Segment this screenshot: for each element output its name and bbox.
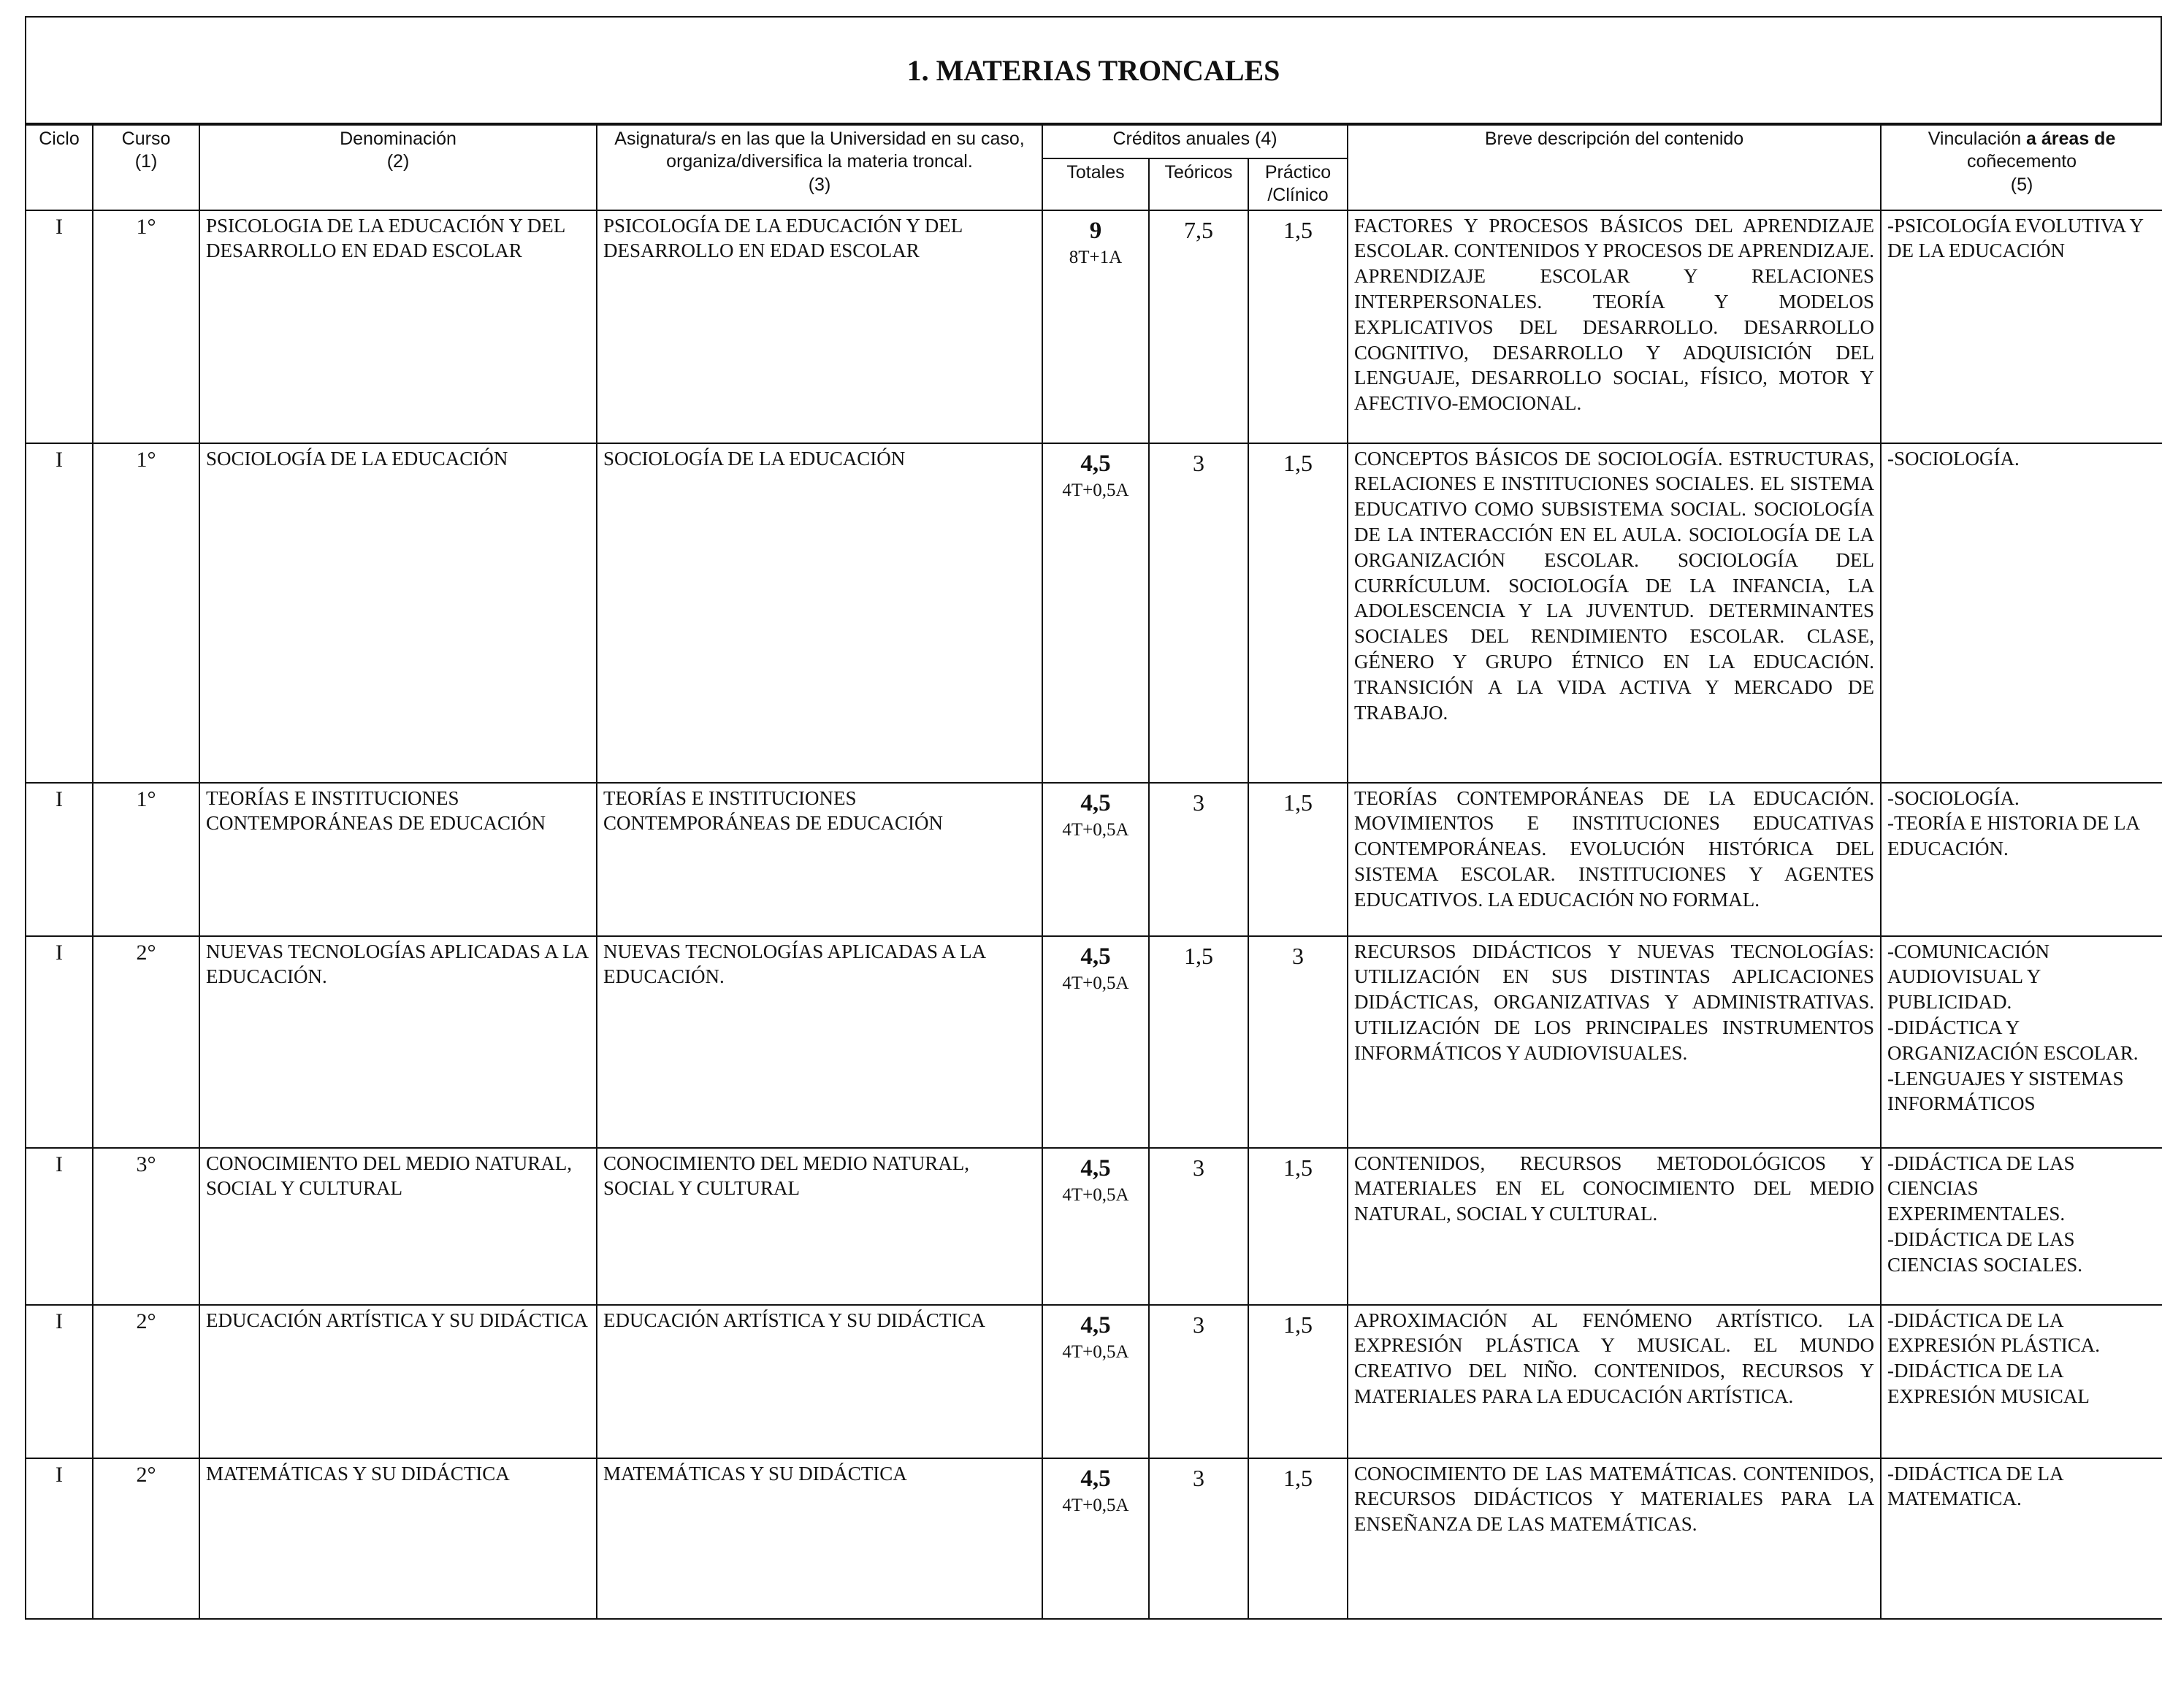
- header-creditos: Créditos anuales (4): [1042, 125, 1348, 158]
- denominacion-cell: SOCIOLOGÍA DE LA EDUCACIÓN: [199, 443, 597, 783]
- vinculacion-cell: [1881, 1148, 2162, 1305]
- totales-value: 4,5: [1080, 789, 1111, 816]
- header-denominacion-label: Denominación: [340, 129, 457, 149]
- table-row: [26, 443, 2162, 783]
- teoricos-cell: 1,5: [1149, 936, 1248, 1148]
- descripcion-cell: CONTENIDOS, RECURSOS METODOLÓGICOS Y MATERIALES EN EL CONOCIMIENTO DEL MEDIO NATURAL, SOCIAL Y CULTURAL.: [1348, 1148, 1881, 1305]
- practico-cell: 3: [1248, 936, 1348, 1148]
- curso-cell: 1°: [93, 210, 199, 443]
- vinculacion-cell: [1881, 783, 2162, 936]
- totales-value: 4,5: [1080, 943, 1111, 970]
- ciclo-cell: I: [26, 783, 93, 936]
- table-body: [26, 210, 2162, 1619]
- area-item: -DIDÁCTICA DE LA MATEMATICA.: [1887, 1462, 2063, 1510]
- curso-cell: 2°: [93, 936, 199, 1148]
- asignatura-cell: NUEVAS TECNOLOGÍAS APLICADAS A LA EDUCACIÓN.: [597, 936, 1042, 1148]
- table-row: [26, 1305, 2162, 1458]
- ciclo-cell: I: [26, 1305, 93, 1458]
- totales-value: 4,5: [1080, 1154, 1111, 1182]
- totales-cell: [1042, 210, 1149, 443]
- asignatura-cell: EDUCACIÓN ARTÍSTICA Y SU DIDÁCTICA: [597, 1305, 1042, 1458]
- vinculacion-cell: [1881, 210, 2162, 443]
- totales-value: 9: [1089, 217, 1102, 244]
- descripcion-cell: CONCEPTOS BÁSICOS DE SOCIOLOGÍA. ESTRUCTURAS, RELACIONES E INSTITUCIONES SOCIALES. EL SISTEMA EDUCATIVO COMO SUBSISTEMA SOCIAL. SOCIOLOGÍA DE LA INTERACCIÓN EN EL AULA. SOCIOLOGÍA DE LA ORGANIZACIÓN ESCOLAR. SOCIOLOGÍA DEL CURRÍCULUM. SOCIOLOGÍA DE LA INFANCIA, LA ADOLESCENCIA Y LA JUVENTUD. DETERMINANTES SOCIALES DEL RENDIMIENTO ESCOLAR. CLASE, GÉNERO Y GRUPO ÉTNICO EN LA EDUCACIÓN. TRANSICIÓN A LA VIDA ACTIVA Y MERCADO DE TRABAJO.: [1348, 443, 1881, 783]
- teoricos-cell: 3: [1149, 1148, 1248, 1305]
- table-row: [26, 936, 2162, 1148]
- document-page: [25, 16, 2162, 1620]
- area-item: -TEORÍA E HISTORIA DE LA EDUCACIÓN.: [1887, 812, 2139, 860]
- materias-table: [25, 124, 2162, 1620]
- header-asignatura-note: (3): [808, 174, 831, 195]
- teoricos-cell: 3: [1149, 1458, 1248, 1619]
- area-item: -SOCIOLOGÍA.: [1887, 447, 2020, 470]
- asignatura-cell: TEORÍAS E INSTITUCIONES CONTEMPORÁNEAS DE EDUCACIÓN: [597, 783, 1042, 936]
- curso-cell: 1°: [93, 443, 199, 783]
- totales-cell: [1042, 1305, 1149, 1458]
- practico-cell: 1,5: [1248, 783, 1348, 936]
- descripcion-cell: APROXIMACIÓN AL FENÓMENO ARTÍSTICO. LA EXPRESIÓN PLÁSTICA Y MUSICAL. EL MUNDO CREATIVO DEL NIÑO. CONTENIDOS, RECURSOS Y MATERIALES PARA LA EDUCACIÓN ARTÍSTICA.: [1348, 1305, 1881, 1458]
- area-item: -DIDÁCTICA DE LAS CIENCIAS SOCIALES.: [1887, 1228, 2083, 1276]
- header-curso-note: (1): [134, 151, 158, 172]
- totales-detail: 4T+0,5A: [1062, 1184, 1129, 1205]
- denominacion-cell: PSICOLOGIA DE LA EDUCACIÓN Y DEL DESARROLLO EN EDAD ESCOLAR: [199, 210, 597, 443]
- asignatura-cell: MATEMÁTICAS Y SU DIDÁCTICA: [597, 1458, 1042, 1619]
- practico-cell: 1,5: [1248, 210, 1348, 443]
- teoricos-cell: 3: [1149, 783, 1248, 936]
- totales-cell: [1042, 936, 1149, 1148]
- totales-value: 4,5: [1080, 1465, 1111, 1492]
- practico-cell: 1,5: [1248, 1148, 1348, 1305]
- denominacion-cell: TEORÍAS E INSTITUCIONES CONTEMPORÁNEAS DE EDUCACIÓN: [199, 783, 597, 936]
- curso-cell: 3°: [93, 1148, 199, 1305]
- asignatura-cell: CONOCIMIENTO DEL MEDIO NATURAL, SOCIAL Y CULTURAL: [597, 1148, 1042, 1305]
- table-row: [26, 1458, 2162, 1619]
- totales-detail: 4T+0,5A: [1062, 480, 1129, 500]
- page-title: 1. MATERIAS TRONCALES: [906, 53, 1280, 87]
- header-descripcion: Breve descripción del contenido: [1348, 125, 1881, 210]
- ciclo-cell: I: [26, 1148, 93, 1305]
- header-vinculacion-c: coñecemento: [1966, 151, 2077, 172]
- practico-cell: 1,5: [1248, 443, 1348, 783]
- descripcion-cell: TEORÍAS CONTEMPORÁNEAS DE LA EDUCACIÓN. MOVIMIENTOS E INSTITUCIONES EDUCATIVAS CONTEMPORÁNEAS. EVOLUCIÓN HISTÓRICA DEL SISTEMA ESCOLAR. INSTITUCIONES Y AGENTES EDUCATIVOS. LA EDUCACIÓN NO FORMAL.: [1348, 783, 1881, 936]
- header-vinculacion-a: Vinculación: [1928, 129, 2022, 149]
- header-asignatura: [597, 125, 1042, 210]
- totales-cell: [1042, 1458, 1149, 1619]
- area-item: -DIDÁCTICA DE LA EXPRESIÓN PLÁSTICA.: [1887, 1309, 2101, 1357]
- teoricos-cell: 3: [1149, 1305, 1248, 1458]
- ciclo-cell: I: [26, 936, 93, 1148]
- teoricos-cell: 3: [1149, 443, 1248, 783]
- header-teoricos: Teóricos: [1149, 158, 1248, 210]
- descripcion-cell: FACTORES Y PROCESOS BÁSICOS DEL APRENDIZAJE ESCOLAR. CONTENIDOS Y PROCESOS DE APRENDIZAJE. APRENDIZAJE ESCOLAR Y RELACIONES INTERPERSONALES. TEORÍA Y MODELOS EXPLICATIVOS DEL DESARROLLO. DESARROLLO COGNITIVO, DESARROLLO Y ADQUISICIÓN DEL LENGUAJE, DESARROLLO SOCIAL, FÍSICO, MOTOR Y AFECTIVO-EMOCIONAL.: [1348, 210, 1881, 443]
- header-curso: [93, 125, 199, 210]
- area-item: -DIDÁCTICA DE LAS CIENCIAS EXPERIMENTALES.: [1887, 1152, 2075, 1225]
- vinculacion-cell: [1881, 443, 2162, 783]
- totales-detail: 4T+0,5A: [1062, 1341, 1129, 1362]
- totales-value: 4,5: [1080, 450, 1111, 477]
- asignatura-cell: SOCIOLOGÍA DE LA EDUCACIÓN: [597, 443, 1042, 783]
- area-item: -LENGUAJES Y SISTEMAS INFORMÁTICOS: [1887, 1067, 2124, 1115]
- area-item: -DIDÁCTICA DE LA EXPRESIÓN MUSICAL: [1887, 1360, 2090, 1407]
- ciclo-cell: I: [26, 443, 93, 783]
- header-denominacion-note: (2): [386, 151, 410, 172]
- table-row: [26, 783, 2162, 936]
- totales-cell: [1042, 1148, 1149, 1305]
- table-row: [26, 1148, 2162, 1305]
- totales-cell: [1042, 783, 1149, 936]
- table-row: [26, 210, 2162, 443]
- totales-detail: 4T+0,5A: [1062, 819, 1129, 840]
- vinculacion-cell: [1881, 1458, 2162, 1619]
- curso-cell: 2°: [93, 1305, 199, 1458]
- header-totales: Totales: [1042, 158, 1149, 210]
- vinculacion-cell: [1881, 936, 2162, 1148]
- header-vinculacion-b: a áreas de: [2026, 129, 2116, 149]
- denominacion-cell: CONOCIMIENTO DEL MEDIO NATURAL, SOCIAL Y CULTURAL: [199, 1148, 597, 1305]
- denominacion-cell: EDUCACIÓN ARTÍSTICA Y SU DIDÁCTICA: [199, 1305, 597, 1458]
- practico-cell: 1,5: [1248, 1458, 1348, 1619]
- ciclo-cell: I: [26, 1458, 93, 1619]
- teoricos-cell: 7,5: [1149, 210, 1248, 443]
- denominacion-cell: NUEVAS TECNOLOGÍAS APLICADAS A LA EDUCACIÓN.: [199, 936, 597, 1148]
- totales-detail: 8T+1A: [1069, 247, 1123, 267]
- area-item: -SOCIOLOGÍA.: [1887, 786, 2020, 809]
- descripcion-cell: RECURSOS DIDÁCTICOS Y NUEVAS TECNOLOGÍAS: UTILIZACIÓN EN SUS DISTINTAS APLICACIONES DIDÁCTICAS, ORGANIZATIVAS Y ADMINISTRATIVAS. UTILIZACIÓN DE LOS PRINCIPALES INSTRUMENTOS INFORMÁTICOS Y AUDIOVISUALES.: [1348, 936, 1881, 1148]
- totales-detail: 4T+0,5A: [1062, 973, 1129, 993]
- header-asignatura-label: Asignatura/s en las que la Universidad en su caso, organiza/diversifica la materia troncal.: [614, 129, 1025, 172]
- header-ciclo: Ciclo: [26, 125, 93, 210]
- descripcion-cell: CONOCIMIENTO DE LAS MATEMÁTICAS. CONTENIDOS, RECURSOS DIDÁCTICOS Y MATERIALES PARA LA ENSEÑANZA DE LAS MATEMÁTICAS.: [1348, 1458, 1881, 1619]
- denominacion-cell: MATEMÁTICAS Y SU DIDÁCTICA: [199, 1458, 597, 1619]
- practico-cell: 1,5: [1248, 1305, 1348, 1458]
- title-box: [25, 16, 2162, 124]
- area-item: -PSICOLOGÍA EVOLUTIVA Y DE LA EDUCACIÓN: [1887, 214, 2144, 262]
- ciclo-cell: I: [26, 210, 93, 443]
- header-practico: Práctico /Clínico: [1248, 158, 1348, 210]
- totales-cell: [1042, 443, 1149, 783]
- area-item: -COMUNICACIÓN AUDIOVISUAL Y PUBLICIDAD.: [1887, 940, 2050, 1014]
- asignatura-cell: PSICOLOGÍA DE LA EDUCACIÓN Y DEL DESARROLLO EN EDAD ESCOLAR: [597, 210, 1042, 443]
- header-curso-label: Curso: [121, 129, 171, 149]
- curso-cell: 2°: [93, 1458, 199, 1619]
- totales-value: 4,5: [1080, 1311, 1111, 1339]
- curso-cell: 1°: [93, 783, 199, 936]
- vinculacion-cell: [1881, 1305, 2162, 1458]
- header-vinculacion-note: (5): [2010, 174, 2033, 195]
- area-item: -DIDÁCTICA Y ORGANIZACIÓN ESCOLAR.: [1887, 1016, 2139, 1064]
- header-denominacion: [199, 125, 597, 210]
- header-vinculacion: [1881, 125, 2162, 210]
- totales-detail: 4T+0,5A: [1062, 1495, 1129, 1515]
